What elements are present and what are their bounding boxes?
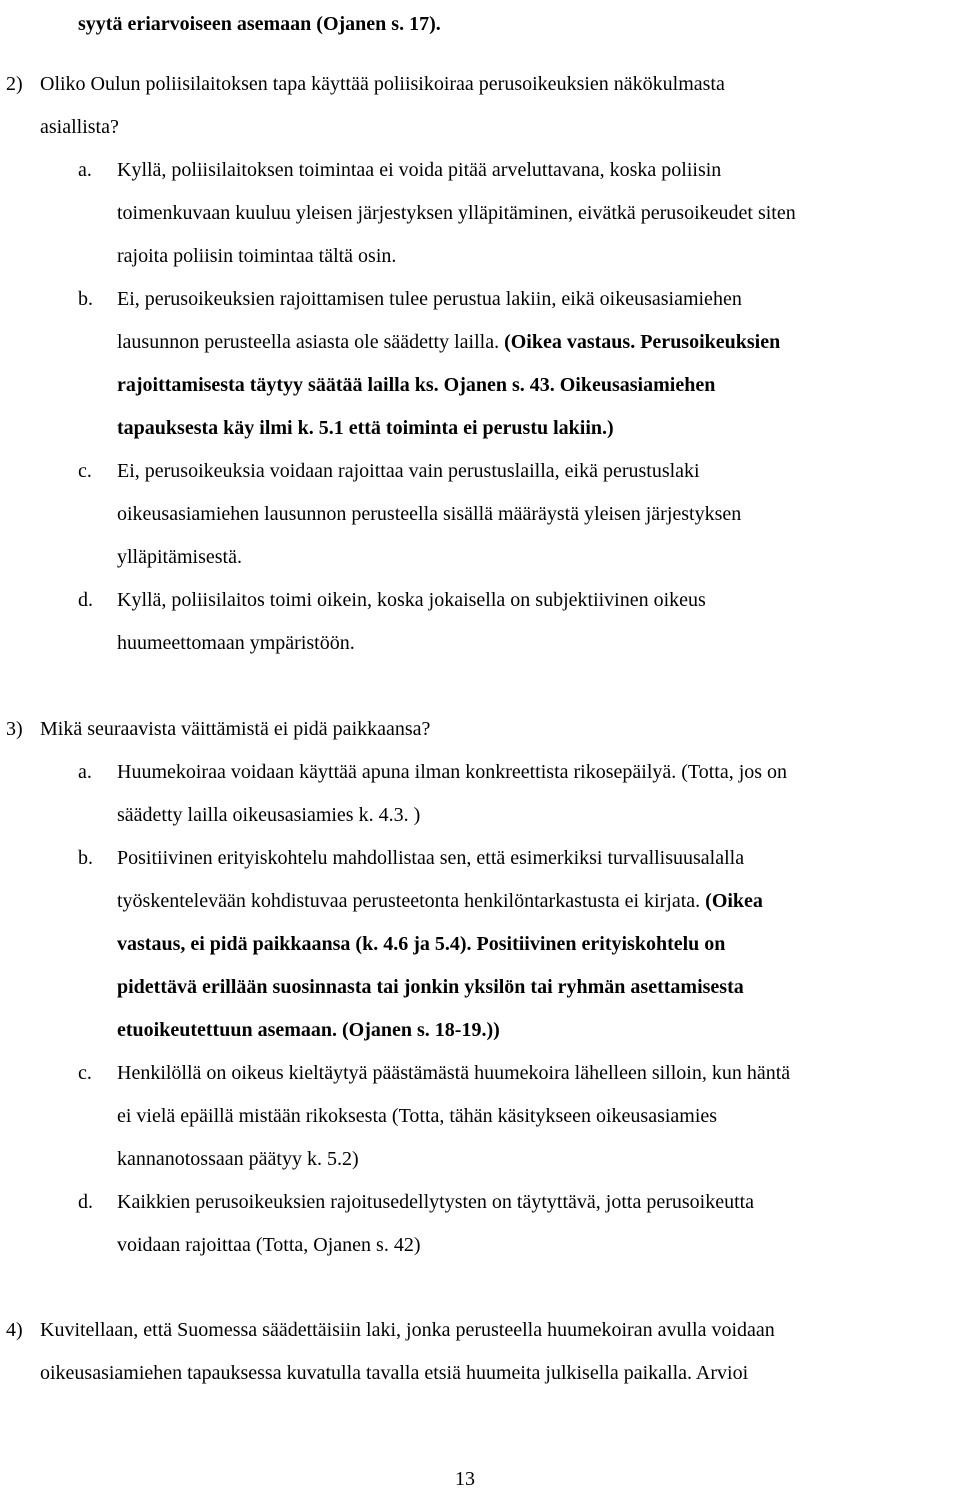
option-label: d.: [78, 1191, 93, 1213]
option-text: Positiivinen erityiskohtelu mahdollistaa sen, että esimerkiksi turvallisuusalalla: [117, 847, 745, 869]
answer-explanation: vastaus, ei pidä paikkaansa (k. 4.6 ja 5.4). Positiivinen erityiskohtelu on: [117, 933, 726, 955]
answer-explanation: (Oikea: [705, 890, 763, 912]
option-text: toimenkuvaan kuuluu yleisen järjestyksen ylläpitäminen, eivätkä perusoikeudet siten: [117, 202, 796, 224]
option-text: säädetty lailla oikeusasiamies k. 4.3. ): [117, 804, 421, 826]
option-label: a.: [78, 159, 92, 181]
answer-explanation: rajoittamisesta täytyy säätää lailla ks. Ojanen s. 43. Oikeusasiamiehen: [117, 374, 716, 396]
option-text: Kyllä, poliisilaitos toimi oikein, koska jokaisella on subjektiivinen oikeus: [117, 589, 706, 611]
option-text: Ei, perusoikeuksien rajoittamisen tulee perustua lakiin, eikä oikeusasiamiehen: [117, 288, 742, 310]
option-text: Ei, perusoikeuksia voidaan rajoittaa vain perustuslailla, eikä perustuslaki: [117, 460, 700, 482]
question-text: oikeusasiamiehen tapauksessa kuvatulla tavalla etsiä huumeita julkisella paikalla. Arvioi: [40, 1362, 749, 1384]
question-number: 3): [6, 718, 23, 740]
option-text: voidaan rajoittaa (Totta, Ojanen s. 42): [117, 1234, 421, 1256]
option-text: rajoita poliisin toimintaa tältä osin.: [117, 245, 397, 267]
page-number: 13: [455, 1468, 475, 1490]
question-text: asiallista?: [40, 116, 119, 138]
option-text: [117, 889, 763, 913]
option-text: ei vielä epäillä mistään rikoksesta (Totta, tähän käsitykseen oikeusasiamies: [117, 1105, 718, 1127]
option-text: oikeusasiamiehen lausunnon perusteella sisällä määräystä yleisen järjestyksen: [117, 503, 742, 525]
answer-explanation: etuoikeutettuun asemaan. (Ojanen s. 18-19.)): [117, 1019, 500, 1041]
question-text: Oliko Oulun poliisilaitoksen tapa käyttää poliisikoiraa perusoikeuksien näkökulmasta: [40, 73, 725, 95]
option-text: ylläpitämisestä.: [117, 546, 242, 568]
option-text-normal: työskentelevään kohdistuvaa perusteetonta henkilöntarkastusta ei kirjata.: [117, 890, 706, 912]
option-label: a.: [78, 761, 92, 783]
option-text: [117, 330, 780, 354]
option-text: Huumekoiraa voidaan käyttää apuna ilman konkreettista rikosepäilyä. (Totta, jos on: [117, 761, 788, 783]
option-label: c.: [78, 460, 92, 482]
question-number: 4): [6, 1319, 23, 1341]
question-text: Kuvitellaan, että Suomessa säädettäisiin laki, jonka perusteella huumekoiran avulla voidaan: [40, 1319, 775, 1341]
answer-explanation: (Oikea vastaus. Perusoikeuksien: [504, 331, 781, 353]
option-text: Henkilöllä on oikeus kieltäytyä päästämästä huumekoira lähelleen silloin, kun häntä: [117, 1062, 791, 1084]
option-text: kannanotossaan päätyy k. 5.2): [117, 1148, 359, 1170]
answer-explanation: pidettävä erillään suosinnasta tai jonkin yksilön tai ryhmän asettamisesta: [117, 976, 744, 998]
option-label: b.: [78, 288, 93, 310]
option-text: Kaikkien perusoikeuksien rajoitusedellytysten on täytyttävä, jotta perusoikeutta: [117, 1191, 755, 1213]
option-text: huumeettomaan ympäristöön.: [117, 632, 355, 654]
option-label: d.: [78, 589, 93, 611]
option-text: Kyllä, poliisilaitoksen toimintaa ei voida pitää arveluttavana, koska poliisin: [117, 159, 722, 181]
question-text: Mikä seuraavista väittämistä ei pidä paikkaansa?: [40, 718, 431, 740]
option-label: c.: [78, 1062, 92, 1084]
continuation-line: syytä eriarvoiseen asemaan (Ojanen s. 17).: [78, 13, 441, 35]
option-text-normal: lausunnon perusteella asiasta ole säädetty lailla.: [117, 331, 505, 353]
answer-explanation: tapauksesta käy ilmi k. 5.1 että toiminta ei perustu lakiin.): [117, 417, 614, 439]
option-label: b.: [78, 847, 93, 869]
question-number: 2): [6, 73, 23, 95]
